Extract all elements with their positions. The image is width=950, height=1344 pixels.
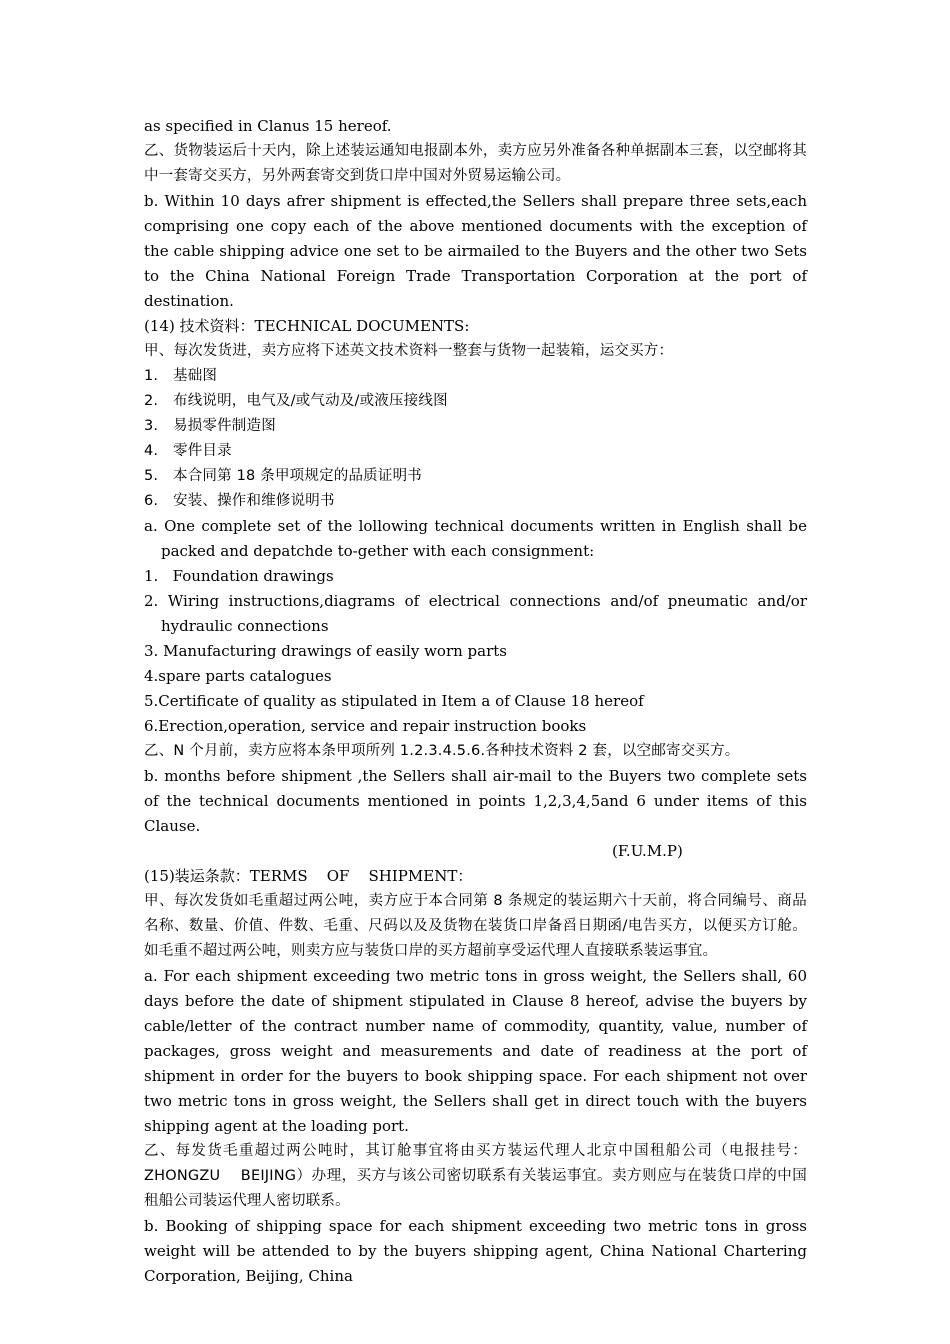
paragraph-b-technical-en: b. months before shipment ,the Sellers shall air-mail to the Buyers two complete sets of the technical documents mentioned in points 1,2,3,4,5and 6 under items of this Clause. (144, 767, 807, 835)
section-14-heading: (14) 技术资料：TECHNICAL DOCUMENTS: (144, 317, 470, 335)
paragraph-continuation: as specified in Clanus 15 hereof. (144, 117, 392, 135)
list-item-en-6: 6.Erection,operation, service and repair instruction books (144, 717, 587, 735)
paragraph-jia-shipment-cn: 甲、每次发货如毛重超过两公吨，卖方应于本合同第 8 条规定的装运期六十天前，将合同编号、商品名称、数量、价值、件数、毛重、尺码以及及货物在装货口岸备舀日期函/电告买方，以便买方订舱。如毛重不超过两公吨，则卖方应与装货口岸的买方超前享受运代理人直接联系装运事宜。 (144, 893, 807, 959)
list-item-en-4: 4.spare parts catalogues (144, 667, 332, 685)
list-item-en-2: 2. Wiring instructions,diagrams of electrical connections and/of pneumatic and/or hydraulic connections (144, 592, 807, 635)
fump-label: (F.U.M.P) (612, 842, 683, 860)
paragraph-a-technical-en: a. One complete set of the lollowing technical documents written in English shall be packed and depatchde to-gether with each consignment: (144, 517, 807, 560)
list-item: 5. 本合同第 18 条甲项规定的品质证明书 (144, 468, 422, 484)
paragraph-yi-documents-cn: 乙、货物装运后十天内，除上述装运通知电报副本外，卖方应另外准备各种单据副本三套，以空邮将其中一套寄交买方，另外两套寄交到货口岸中国对外贸易运输公司。 (144, 143, 807, 184)
list-item: 1. 基础图 (144, 368, 218, 384)
cn-technical-list (144, 364, 807, 514)
paragraph-yi-technical-cn: 乙、N 个月前，卖方应将本条甲项所列 1.2.3.4.5.6.各种技术资料 2 套，以空邮寄交买方。 (144, 743, 740, 759)
paragraph-b-documents-en: b. Within 10 days afrer shipment is effected,the Sellers shall prepare three sets,each comprising one copy each of the above mentioned documents with the exception of the cable shipping advice one set to be airmailed to the Buyers and the other two Sets to the China National Foreign Trade Transportation Corporation at the port of destination. (144, 192, 807, 310)
list-item-en-5: 5.Certificate of quality as stipulated in Item a of Clause 18 hereof (144, 692, 644, 710)
paragraph-yi-shipment-cn: 乙、每发货毛重超过两公吨时，其订舱事宜将由买方装运代理人北京中国租船公司（电报挂号：ZHONGZU BEIJING）办理，买方与该公司密切联系有关装运事宜。卖方则应与在装货口岸的中国租船公司装运代理人密切联系。 (144, 1143, 807, 1209)
list-item: 2. 布线说明，电气及/或气动及/或液压接线图 (144, 393, 448, 409)
list-item: 3. 易损零件制造图 (144, 418, 276, 434)
section-15-heading: (15)装运条款：TERMS OF SHIPMENT： (144, 867, 473, 885)
list-item-en-3: 3. Manufacturing drawings of easily worn parts (144, 642, 507, 660)
list-item: 4. 零件目录 (144, 443, 232, 459)
paragraph-a-shipment-en: a. For each shipment exceeding two metric tons in gross weight, the Sellers shall, 60 days before the date of shipment stipulated in Clause 8 hereof, advise the buyers by cable/letter of the contract number name of commodity, quantity, value, number of packages, gross weight and measurements and date of readiness at the port of shipment in order for the buyers to book shipping space. For each shipment not over two metric tons in gross weight, the Sellers shall get in direct touch with the buyers shipping agent at the loading port. (144, 967, 807, 1135)
paragraph-b-shipment-en: b. Booking of shipping space for each shipment exceeding two metric tons in gross weight will be attended to by the buyers shipping agent, China National Chartering Corporation, Beijing, China (144, 1217, 807, 1285)
list-item-en-1: 1. Foundation drawings (144, 567, 334, 585)
paragraph-jia-technical-cn: 甲、每次发货进，卖方应将下述英文技术资料一整套与货物一起装箱，运交买方： (144, 343, 674, 359)
list-item: 6. 安装、操作和维修说明书 (144, 493, 335, 509)
document-page (144, 114, 807, 1289)
